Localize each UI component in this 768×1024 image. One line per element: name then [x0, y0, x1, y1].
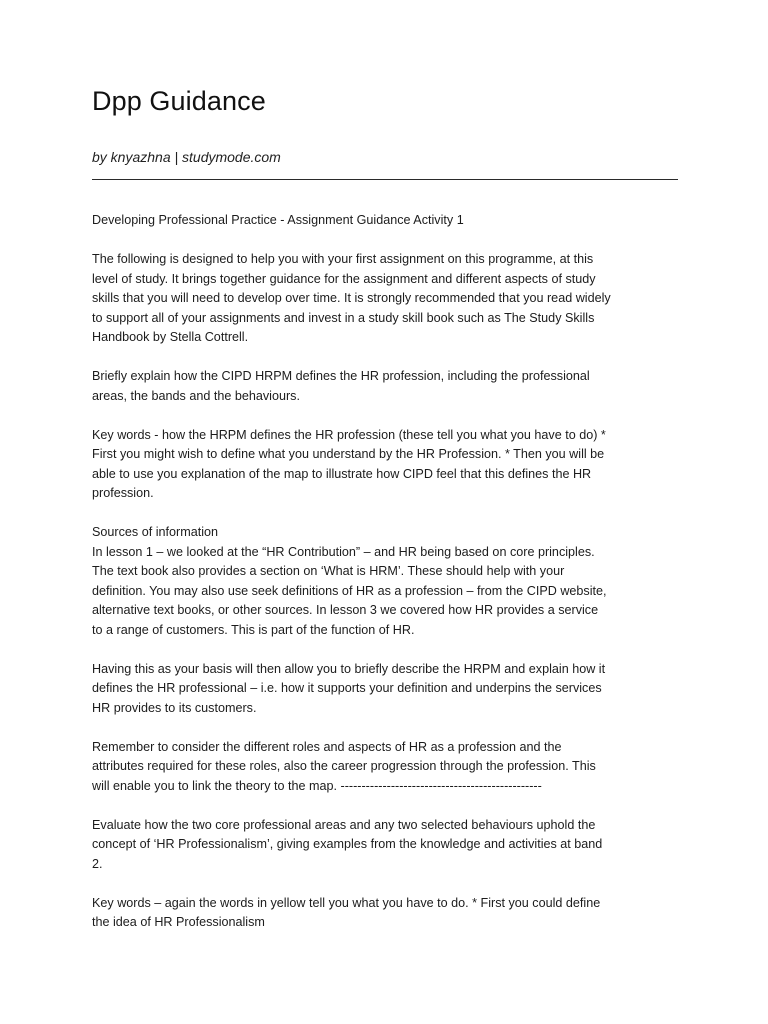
- text-line: Having this as your basis will then allow you to briefly describe the HRPM and explain how it: [92, 661, 606, 676]
- paragraph-sources: [92, 523, 678, 640]
- paragraph-task-two: [92, 816, 678, 875]
- text-line: Remember to consider the different roles and aspects of HR as a profession and the: [92, 739, 562, 754]
- text-line: Key words – again the words in yellow tell you what you have to do. * First you could define: [92, 895, 601, 910]
- text-line: skills that you will need to develop over time. It is strongly recommended that you read widely: [92, 291, 611, 305]
- text-line: HR provides to its customers.: [92, 700, 257, 715]
- paragraph-basis: [92, 660, 678, 719]
- paragraph-introduction: [92, 250, 678, 348]
- text-line: The following is designed to help you with your first assignment on this programme, at this: [92, 252, 594, 266]
- paragraph-heading: [92, 211, 678, 231]
- document-body: [92, 211, 678, 952]
- text-line: In lesson 1 – we looked at the “HR Contribution” – and HR being based on core principles.: [92, 544, 595, 559]
- text-line: will enable you to link the theory to the map. ------------------------------------------------: [92, 778, 542, 793]
- text-line: level of study. It brings together guidance for the assignment and different aspects of study: [92, 271, 596, 286]
- text-line: Sources of information: [92, 525, 218, 539]
- text-line: to support all of your assignments and invest in a study skill book such as The Study Skills: [92, 310, 595, 325]
- text-line: profession.: [92, 486, 154, 500]
- document-byline: by knyazhna | studymode.com: [92, 149, 281, 165]
- title-divider: [92, 179, 678, 180]
- text-line: attributes required for these roles, also the career progression through the profession. This: [92, 759, 596, 773]
- text-line: Handbook by Stella Cottrell.: [92, 330, 249, 344]
- text-line: The text book also provides a section on ‘What is HRM’. These should help with your: [92, 564, 565, 578]
- text-line: areas, the bands and the behaviours.: [92, 388, 300, 403]
- text-line: Developing Professional Practice - Assignment Guidance Activity 1: [92, 213, 464, 227]
- text-line: concept of ‘HR Professionalism’, giving examples from the knowledge and activities at band: [92, 837, 603, 851]
- text-line: the idea of HR Professionalism: [92, 915, 265, 929]
- text-line: First you might wish to define what you understand by the HR Profession. * Then you will be: [92, 447, 605, 461]
- paragraph-task-one: [92, 367, 678, 406]
- text-line: to a range of customers. This is part of the function of HR.: [92, 622, 415, 637]
- text-line: Briefly explain how the CIPD HRPM defines the HR profession, including the professional: [92, 369, 590, 383]
- document-title: Dpp Guidance: [92, 86, 266, 116]
- text-line: alternative text books, or other sources. In lesson 3 we covered how HR provides a service: [92, 603, 599, 617]
- paragraph-key-words-two: [92, 894, 678, 933]
- text-line: able to use you explanation of the map to illustrate how CIPD feel that this defines the HR: [92, 466, 592, 481]
- text-line: Key words - how the HRPM defines the HR profession (these tell you what you have to do) *: [92, 427, 606, 442]
- paragraph-key-words-one: [92, 426, 678, 504]
- text-line: definition. You may also use seek definitions of HR as a profession – from the CIPD website,: [92, 583, 607, 598]
- text-line: defines the HR professional – i.e. how it supports your definition and underpins the services: [92, 681, 602, 695]
- paragraph-remember: [92, 738, 678, 797]
- text-line: 2.: [92, 856, 103, 871]
- text-line: Evaluate how the two core professional areas and any two selected behaviours uphold the: [92, 817, 596, 832]
